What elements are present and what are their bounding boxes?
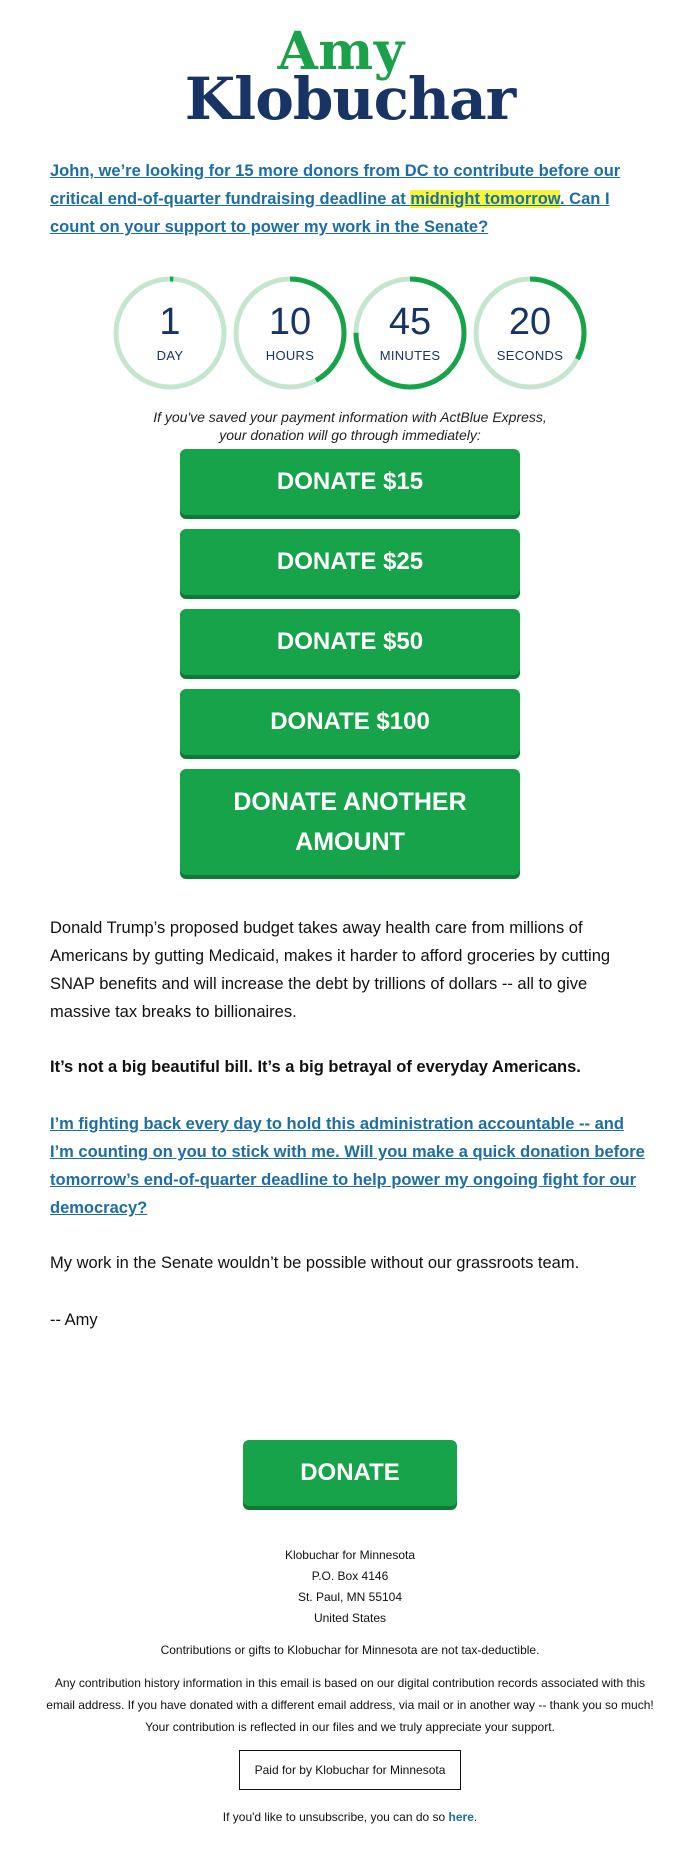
body-paragraph-budget: Donald Trump’s proposed budget takes away health care from millions of Americans by gutting Medicaid, makes it harder to afford groceries by cutting SNAP benefits and will increase the debt by trillions of dollars -- all to give massive tax breaks to billionaires. bbox=[50, 919, 611, 1021]
footer-history-note: Any contribution history information in this email is based on our digital contribution records associated with this email address. If you have donated with a different email address, via mail or in another way -- thank you so much! Your contribution is reflected in our files and we truly appreciate your support. bbox=[46, 1676, 654, 1734]
footer-country: United States bbox=[313, 1611, 387, 1625]
donate-other-line-1[interactable]: DONATE ANOTHER bbox=[233, 788, 467, 816]
hours-unit: HOURS bbox=[265, 348, 315, 363]
intro-highlight[interactable]: midnight tomorrow bbox=[410, 190, 561, 208]
countdown-hours bbox=[232, 275, 348, 391]
donate-other-line-2[interactable]: AMOUNT bbox=[295, 828, 405, 856]
express-note-line-2: your donation will go through immediately: bbox=[219, 427, 481, 443]
minutes-unit: MINUTES bbox=[379, 348, 441, 363]
footer-org: Klobuchar for Minnesota bbox=[284, 1548, 416, 1562]
body-paragraph-grassroots: My work in the Senate wouldn’t be possible without our grassroots team. bbox=[50, 1254, 580, 1272]
donate-15-button[interactable]: DONATE $15 bbox=[180, 449, 520, 515]
footer-tax-note: Contributions or gifts to Klobuchar for Minnesota are not tax-deductible. bbox=[160, 1643, 540, 1657]
countdown-days bbox=[112, 275, 228, 391]
hours-value: 10 bbox=[268, 301, 312, 343]
signoff: -- Amy bbox=[50, 1311, 98, 1329]
actblue-express-note bbox=[100, 408, 600, 444]
donate-other-amount-button[interactable] bbox=[180, 769, 520, 875]
donate-50-button[interactable]: DONATE $50 bbox=[180, 609, 520, 675]
intro-text-end[interactable]: . Can I count on your support to power my work in the Senate? bbox=[50, 190, 610, 236]
days-value: 1 bbox=[159, 301, 181, 343]
donate-100-button[interactable]: DONATE $100 bbox=[180, 689, 520, 755]
unsubscribe-link[interactable]: here bbox=[448, 1810, 474, 1824]
express-note-line-1: If you've saved your payment information with ActBlue Express, bbox=[153, 409, 547, 425]
footer-unsubscribe bbox=[40, 1808, 660, 1826]
logo-last-name: Klobuchar bbox=[184, 65, 516, 133]
days-unit: DAY bbox=[156, 348, 184, 363]
footer-address bbox=[40, 1545, 660, 1629]
seconds-unit: SECONDS bbox=[496, 348, 564, 363]
donate-button[interactable]: DONATE bbox=[243, 1440, 457, 1506]
seconds-value: 20 bbox=[508, 301, 552, 343]
unsubscribe-period: . bbox=[473, 1810, 478, 1824]
countdown-minutes bbox=[352, 275, 468, 391]
donate-25-button[interactable]: DONATE $25 bbox=[180, 529, 520, 595]
footer-city: St. Paul, MN 55104 bbox=[297, 1590, 403, 1604]
body-donation-link[interactable]: I’m fighting back every day to hold this administration accountable -- and I’m counting on you to stick with me. Will you make a quick donation before tomorrow’s end-of-quarter deadline to help power my ongoing fight for our democracy? bbox=[50, 1115, 645, 1217]
intro-link-paragraph[interactable] bbox=[50, 157, 650, 241]
minutes-value: 45 bbox=[388, 301, 432, 343]
intro-text-start[interactable]: John, we’re looking for 15 more donors from DC to contribute before our critical end-of-quarter fundraising deadline at bbox=[50, 162, 621, 208]
countdown-timer bbox=[112, 275, 588, 391]
campaign-logo bbox=[0, 21, 700, 133]
paid-for-disclaimer: Paid for by Klobuchar for Minnesota bbox=[239, 1750, 461, 1790]
logo-first-name: Amy bbox=[277, 21, 405, 82]
countdown-seconds bbox=[472, 275, 588, 391]
body-paragraph-betrayal: It’s not a big beautiful bill. It’s a big betrayal of everyday Americans. bbox=[50, 1058, 581, 1076]
unsubscribe-text: If you'd like to unsubscribe, you can do so bbox=[222, 1810, 449, 1824]
footer-pobox: P.O. Box 4146 bbox=[311, 1569, 389, 1583]
